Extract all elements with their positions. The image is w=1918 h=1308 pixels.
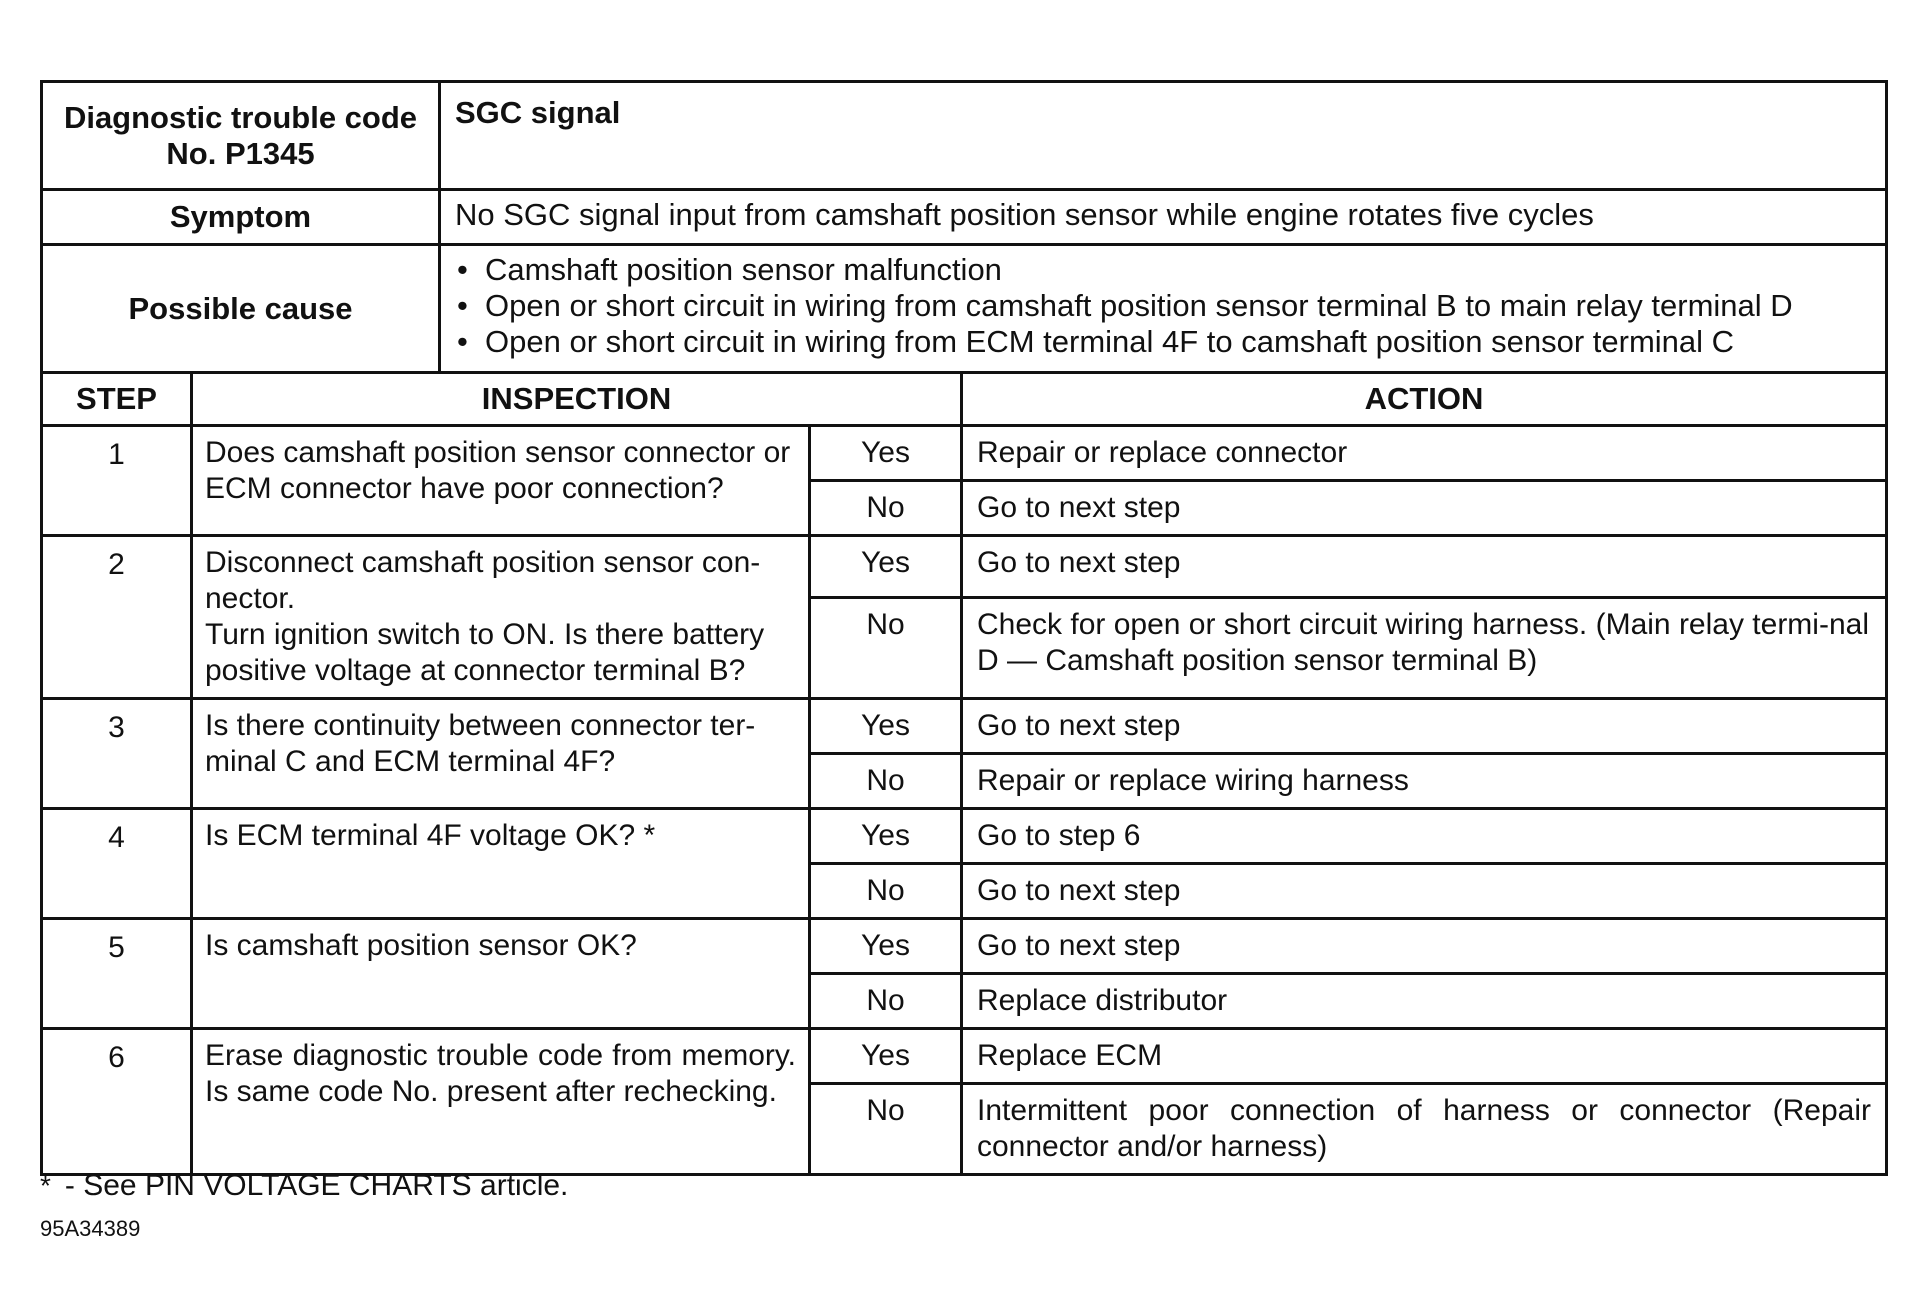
- step-number: 6: [42, 1029, 192, 1175]
- step-number: 2: [42, 536, 192, 699]
- step-inspection: Erase diagnostic trouble code from memory. Is same code No. present after rechecking.: [192, 1029, 810, 1175]
- step-row-yes: [42, 1029, 1887, 1084]
- cause-item: • Open or short circuit in wiring from ECM terminal 4F to camshaft position sensor terminal C: [455, 324, 1871, 360]
- diagnostic-table: [40, 80, 1888, 1176]
- yes-action: Replace ECM: [962, 1029, 1887, 1084]
- no-label: No: [810, 481, 962, 536]
- symptom-label: Symptom: [42, 190, 440, 245]
- symptom-value: No SGC signal input from camshaft position sensor while engine rotates five cycles: [440, 190, 1887, 245]
- step-number: 3: [42, 699, 192, 809]
- step-inspection: Is ECM terminal 4F voltage OK? *: [192, 809, 810, 919]
- step-inspection-line: Turn ignition switch to ON. Is there battery positive voltage at connector terminal B?: [205, 618, 765, 687]
- no-label: No: [810, 864, 962, 919]
- no-action: Repair or replace wiring harness: [962, 754, 1887, 809]
- step-row-yes: [42, 536, 1887, 598]
- step-row-yes: [42, 426, 1887, 481]
- no-action: Go to next step: [962, 481, 1887, 536]
- cause-row: [42, 245, 1887, 373]
- no-label: No: [810, 754, 962, 809]
- symptom-row: [42, 190, 1887, 245]
- column-header-action: ACTION: [962, 373, 1887, 426]
- yes-action: Repair or replace connector: [962, 426, 1887, 481]
- step-number: 1: [42, 426, 192, 536]
- column-header-inspection: INSPECTION: [192, 373, 962, 426]
- cause-label: Possible cause: [42, 245, 440, 373]
- dtc-label: Diagnostic trouble code No. P1345: [42, 82, 440, 190]
- no-action: Check for open or short circuit wiring harness. (Main relay termi-nal D — Camshaft position sensor terminal B): [962, 598, 1887, 699]
- cause-cell: [440, 245, 1887, 373]
- step-inspection: Is there continuity between connector ter-minal C and ECM terminal 4F?: [192, 699, 810, 809]
- no-label: No: [810, 1084, 962, 1175]
- yes-label: Yes: [810, 919, 962, 974]
- cause-item: • Open or short circuit in wiring from camshaft position sensor terminal B to main relay terminal D: [455, 288, 1871, 324]
- step-number: 5: [42, 919, 192, 1029]
- yes-label: Yes: [810, 699, 962, 754]
- yes-action: Go to next step: [962, 699, 1887, 754]
- asterisk-icon: *: [40, 1170, 51, 1201]
- dtc-row: [42, 82, 1887, 190]
- dtc-value: SGC signal: [440, 82, 1887, 190]
- yes-label: Yes: [810, 1029, 962, 1084]
- yes-action: Go to step 6: [962, 809, 1887, 864]
- footnote-text: - See PIN VOLTAGE CHARTS article.: [64, 1169, 569, 1202]
- diagnostic-table-sheet: [40, 80, 1888, 1176]
- step-inspection: Does camshaft position sensor connector or ECM connector have poor connection?: [192, 426, 810, 536]
- step-row-yes: [42, 699, 1887, 754]
- yes-label: Yes: [810, 809, 962, 864]
- footnote: [40, 1168, 568, 1204]
- step-row-yes: [42, 919, 1887, 974]
- column-header-row: [42, 373, 1887, 426]
- step-inspection-line: Disconnect camshaft position sensor con-nector.: [205, 546, 761, 615]
- step-row-yes: [42, 809, 1887, 864]
- step-inspection: [192, 536, 810, 699]
- no-action: Go to next step: [962, 864, 1887, 919]
- no-label: No: [810, 974, 962, 1029]
- yes-label: Yes: [810, 536, 962, 598]
- step-inspection: Is camshaft position sensor OK?: [192, 919, 810, 1029]
- step-number: 4: [42, 809, 192, 919]
- no-action: Intermittent poor connection of harness or connector (Repair connector and/or harness): [962, 1084, 1887, 1175]
- cause-list: [455, 252, 1871, 360]
- no-label: No: [810, 598, 962, 699]
- yes-action: Go to next step: [962, 536, 1887, 598]
- no-action: Replace distributor: [962, 974, 1887, 1029]
- yes-action: Go to next step: [962, 919, 1887, 974]
- yes-label: Yes: [810, 426, 962, 481]
- figure-code: 95A34389: [40, 1216, 141, 1241]
- column-header-step: STEP: [42, 373, 192, 426]
- cause-item: • Camshaft position sensor malfunction: [455, 252, 1871, 288]
